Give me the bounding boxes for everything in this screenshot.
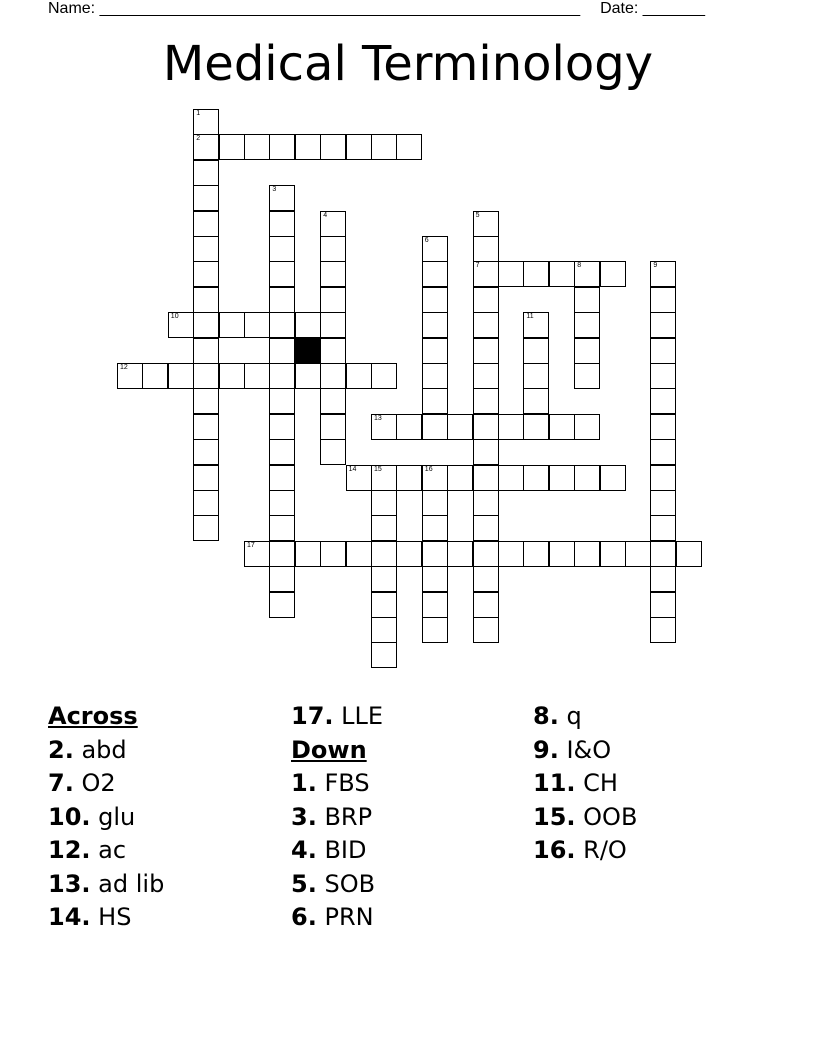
grid-cell[interactable]: [650, 541, 676, 567]
grid-cell[interactable]: [193, 160, 219, 186]
down-heading: Down: [291, 735, 367, 764]
grid-cell[interactable]: [676, 541, 702, 567]
grid-cell[interactable]: [117, 363, 143, 389]
grid-cell[interactable]: [269, 312, 295, 338]
grid-cell[interactable]: [422, 261, 448, 287]
grid-cell[interactable]: [371, 465, 397, 491]
cell-number: 12: [120, 364, 128, 371]
grid-cell[interactable]: [269, 541, 295, 567]
grid-cell[interactable]: [244, 363, 270, 389]
grid-cell[interactable]: [473, 338, 499, 364]
clue-column-1: [48, 700, 164, 935]
cell-number: 9: [653, 262, 658, 270]
grid-cell[interactable]: [422, 541, 448, 567]
grid-cell[interactable]: [473, 388, 499, 414]
cell-number: 8: [577, 262, 582, 270]
clue-across-14: 14. HS: [48, 903, 132, 931]
grid-cell[interactable]: [193, 109, 219, 135]
clue-across-12: 12. ac: [48, 836, 127, 864]
grid-cell[interactable]: [371, 515, 397, 541]
grid-cell[interactable]: [498, 465, 524, 491]
grid-cell[interactable]: [473, 465, 499, 491]
grid-cell[interactable]: [295, 541, 321, 567]
clue-down-4: 4. BID: [291, 836, 367, 864]
clue-down-1: 1. FBS: [291, 769, 370, 797]
clue-across-13: 13. ad lib: [48, 869, 165, 898]
clue-down-6: 6. PRN: [291, 903, 374, 931]
grid-cell[interactable]: [193, 465, 219, 491]
clue-across-7: 7. O2: [48, 769, 116, 797]
cell-number: 6: [424, 237, 429, 244]
grid-cell[interactable]: [320, 439, 346, 465]
cell-number: 5: [475, 211, 480, 219]
clue-down-9: 9. I&O: [533, 735, 612, 764]
cell-number: 10: [170, 313, 179, 321]
grid-cell[interactable]: [523, 363, 549, 389]
grid-cell[interactable]: [219, 312, 245, 338]
grid-cell[interactable]: [523, 465, 549, 491]
grid-cell[interactable]: [320, 363, 346, 389]
grid-cell[interactable]: [422, 490, 448, 516]
grid-cell[interactable]: [193, 338, 219, 364]
clue-down-16: 16. R/O: [533, 836, 627, 864]
grid-cell[interactable]: [574, 338, 600, 364]
grid-cell[interactable]: [193, 287, 219, 313]
grid-cell[interactable]: [320, 414, 346, 440]
grid-cell[interactable]: [371, 541, 397, 567]
grid-cell[interactable]: [650, 592, 676, 618]
grid-cell[interactable]: [269, 185, 295, 211]
grid-cell[interactable]: [371, 617, 397, 643]
puzzle-title: Medical Terminology: [162, 36, 654, 92]
grid-cell[interactable]: [422, 566, 448, 592]
grid-cell[interactable]: [574, 465, 600, 491]
grid-cell[interactable]: [422, 287, 448, 313]
clue-column-2: [291, 700, 383, 935]
grid-cell[interactable]: [269, 363, 295, 389]
grid-cell[interactable]: [650, 465, 676, 491]
grid-cell[interactable]: [295, 134, 321, 160]
grid-cell[interactable]: [396, 414, 422, 440]
grid-cell[interactable]: [269, 515, 295, 541]
grid-cell[interactable]: [473, 363, 499, 389]
grid-cell[interactable]: [320, 236, 346, 262]
clue-across-2: 2. abd: [48, 735, 127, 764]
grid-cell[interactable]: [473, 211, 499, 237]
grid-cell[interactable]: [269, 261, 295, 287]
grid-cell[interactable]: [269, 211, 295, 237]
grid-cell[interactable]: [523, 388, 549, 414]
grid-cell[interactable]: [447, 541, 473, 567]
grid-cell[interactable]: [371, 414, 397, 440]
grid-cell[interactable]: [422, 414, 448, 440]
grid-cell[interactable]: [269, 287, 295, 313]
grid-cell[interactable]: [422, 515, 448, 541]
grid-cell[interactable]: [422, 617, 448, 643]
grid-cell[interactable]: [269, 414, 295, 440]
grid-cell[interactable]: [523, 541, 549, 567]
grid-cell[interactable]: [219, 134, 245, 160]
grid-cell[interactable]: [371, 642, 397, 668]
grid-cell[interactable]: [574, 363, 600, 389]
grid-cell[interactable]: [447, 465, 473, 491]
cell-number: 4: [323, 211, 328, 219]
grid-cell[interactable]: [523, 338, 549, 364]
grid-cell[interactable]: [473, 439, 499, 465]
clue-down-8: 8. q: [533, 702, 582, 730]
grid-cell[interactable]: [473, 541, 499, 567]
grid-cell[interactable]: [498, 261, 524, 287]
grid-cell[interactable]: [650, 490, 676, 516]
grid-cell[interactable]: [193, 414, 219, 440]
grid-cell[interactable]: [193, 439, 219, 465]
grid-cell[interactable]: [193, 185, 219, 211]
grid-cell[interactable]: [650, 414, 676, 440]
cell-number: 17: [247, 541, 255, 549]
grid-cell[interactable]: [422, 363, 448, 389]
grid-cell[interactable]: [269, 465, 295, 491]
grid-cell[interactable]: [244, 541, 270, 567]
grid-cell[interactable]: [650, 363, 676, 389]
grid-cell[interactable]: [295, 312, 321, 338]
grid-cell[interactable]: [473, 515, 499, 541]
grid-cell[interactable]: [473, 490, 499, 516]
grid-cell[interactable]: [650, 566, 676, 592]
across-heading: Across: [48, 702, 138, 730]
grid-cell[interactable]: [574, 414, 600, 440]
grid-cell[interactable]: [473, 261, 499, 287]
grid-cell[interactable]: [650, 261, 676, 287]
grid-cell[interactable]: [346, 134, 372, 160]
grid-cell[interactable]: [269, 566, 295, 592]
grid-cell[interactable]: [371, 490, 397, 516]
grid-cell[interactable]: [523, 312, 549, 338]
grid-cell[interactable]: [396, 541, 422, 567]
clue-across-17: 17. LLE: [291, 702, 384, 730]
grid-cell[interactable]: [193, 363, 219, 389]
grid-cell[interactable]: [320, 541, 346, 567]
clue-column-3: [533, 700, 637, 868]
grid-cell[interactable]: [600, 261, 626, 287]
grid-cell[interactable]: [193, 134, 219, 160]
grid-cell[interactable]: [320, 388, 346, 414]
cell-number: 1: [196, 110, 201, 117]
grid-cell[interactable]: [320, 312, 346, 338]
cell-number: 3: [272, 186, 277, 194]
cell-number: 14: [348, 465, 357, 473]
grid-cell[interactable]: [269, 134, 295, 160]
grid-cell[interactable]: [650, 515, 676, 541]
clue-down-5: 5. SOB: [291, 869, 376, 898]
grid-cell[interactable]: [244, 134, 270, 160]
clue-down-3: 3. BRP: [291, 802, 373, 831]
grid-cell[interactable]: [219, 363, 245, 389]
name-field-label: Name: ______________________________________________________: [48, 0, 581, 17]
grid-cell[interactable]: [650, 439, 676, 465]
grid-cell[interactable]: [320, 261, 346, 287]
grid-cell[interactable]: [473, 566, 499, 592]
grid-cell[interactable]: [396, 134, 422, 160]
grid-cell[interactable]: [549, 465, 575, 491]
grid-cell[interactable]: [193, 490, 219, 516]
grid-cell[interactable]: [574, 312, 600, 338]
black-cell: [295, 338, 321, 364]
cell-number: 16: [424, 465, 433, 473]
grid-cell[interactable]: [142, 363, 168, 389]
grid-cell[interactable]: [473, 617, 499, 643]
grid-cell[interactable]: [473, 236, 499, 262]
grid-cell[interactable]: [320, 211, 346, 237]
grid-cell[interactable]: [650, 617, 676, 643]
grid-cell[interactable]: [193, 211, 219, 237]
grid-cell[interactable]: [422, 388, 448, 414]
cell-number: 7: [475, 262, 480, 270]
clue-down-15: 15. OOB: [533, 802, 638, 831]
grid-cell[interactable]: [346, 465, 372, 491]
grid-cell[interactable]: [498, 414, 524, 440]
grid-cell[interactable]: [193, 312, 219, 338]
grid-cell[interactable]: [269, 439, 295, 465]
grid-cell[interactable]: [574, 541, 600, 567]
grid-cell[interactable]: [422, 338, 448, 364]
grid-cell[interactable]: [320, 287, 346, 313]
grid-cell[interactable]: [574, 261, 600, 287]
grid-cell[interactable]: [168, 363, 194, 389]
grid-cell[interactable]: [422, 465, 448, 491]
grid-cell[interactable]: [422, 592, 448, 618]
clue-down-11: 11. CH: [533, 769, 618, 797]
grid-cell[interactable]: [269, 338, 295, 364]
grid-cell[interactable]: [371, 363, 397, 389]
grid-cell[interactable]: [473, 312, 499, 338]
grid-cell[interactable]: [168, 312, 194, 338]
cell-number: 13: [374, 414, 382, 422]
grid-cell[interactable]: [320, 338, 346, 364]
grid-cell[interactable]: [320, 134, 346, 160]
grid-cell[interactable]: [650, 338, 676, 364]
grid-cell[interactable]: [269, 490, 295, 516]
grid-cell[interactable]: [600, 541, 626, 567]
grid-cell[interactable]: [346, 363, 372, 389]
grid-cell[interactable]: [269, 388, 295, 414]
grid-cell[interactable]: [422, 312, 448, 338]
grid-cell[interactable]: [193, 261, 219, 287]
date-field-label: Date: _______: [600, 0, 706, 17]
grid-cell[interactable]: [193, 236, 219, 262]
grid-cell[interactable]: [523, 414, 549, 440]
grid-cell[interactable]: [193, 515, 219, 541]
grid-cell[interactable]: [371, 592, 397, 618]
grid-cell[interactable]: [523, 261, 549, 287]
cell-number: 11: [526, 313, 534, 321]
cell-number: 2: [196, 135, 201, 143]
grid-cell[interactable]: [473, 592, 499, 618]
grid-cell[interactable]: [244, 312, 270, 338]
clue-across-10: 10. glu: [48, 802, 136, 831]
grid-cell[interactable]: [650, 312, 676, 338]
grid-cell[interactable]: [269, 592, 295, 618]
grid-cell[interactable]: [625, 541, 651, 567]
grid-cell[interactable]: [371, 134, 397, 160]
grid-cell[interactable]: [473, 414, 499, 440]
grid-cell[interactable]: [473, 287, 499, 313]
grid-cell[interactable]: [193, 388, 219, 414]
grid-cell[interactable]: [396, 465, 422, 491]
grid-cell[interactable]: [447, 414, 473, 440]
grid-cell[interactable]: [346, 541, 372, 567]
grid-cell[interactable]: [549, 541, 575, 567]
grid-cell[interactable]: [498, 541, 524, 567]
grid-cell[interactable]: [650, 388, 676, 414]
cell-number: 15: [374, 465, 382, 473]
grid-cell[interactable]: [295, 363, 321, 389]
grid-cell[interactable]: [549, 414, 575, 440]
grid-cell[interactable]: [549, 261, 575, 287]
grid-cell[interactable]: [650, 287, 676, 313]
grid-cell[interactable]: [600, 465, 626, 491]
grid-cell[interactable]: [574, 287, 600, 313]
grid-cell[interactable]: [422, 236, 448, 262]
grid-cell[interactable]: [269, 236, 295, 262]
grid-cell[interactable]: [371, 566, 397, 592]
